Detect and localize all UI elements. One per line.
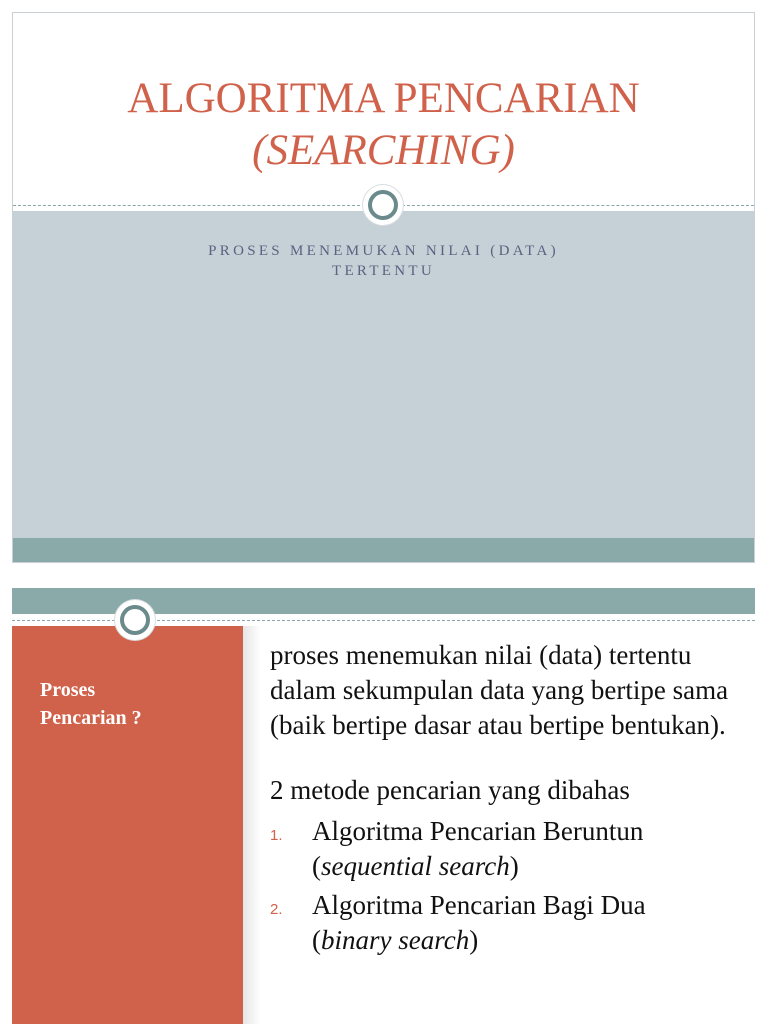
- slide-title-sub: (SEARCHING): [252, 127, 515, 174]
- list-item-text: Algoritma Pencarian Bagi Dua: [312, 890, 646, 920]
- section-label-line-1: Proses: [40, 679, 96, 701]
- subtitle-area: [13, 211, 754, 538]
- list-number: 1.: [270, 827, 283, 844]
- bottom-band: [13, 538, 754, 563]
- methods-heading: 2 metode pencarian yang dibahas: [270, 775, 630, 805]
- slide-subtitle: [13, 241, 754, 281]
- content-body: [270, 638, 740, 962]
- title-area: [13, 13, 754, 207]
- list-number: 2.: [270, 901, 283, 918]
- list-item-paren-close: ): [509, 851, 519, 881]
- list-item-paren-open: (: [312, 925, 321, 955]
- section-label: [40, 676, 230, 732]
- panel-shadow: [243, 626, 261, 1024]
- circle-ring-icon: [363, 185, 403, 225]
- slide-content: [12, 588, 755, 1024]
- definition-paragraph: proses menemukan nilai (data) tertentu dalam sekumpulan data yang bertipe sama (baik bertipe dasar atau bertipe bentukan).: [270, 640, 729, 740]
- slide-title-main: ALGORITMA PENCARIAN: [127, 75, 640, 122]
- list-item-paren-close: ): [469, 925, 479, 955]
- subtitle-line-2: TERTENTU: [332, 263, 435, 279]
- circle-ring-icon: [115, 600, 155, 640]
- list-item-paren-open: (: [312, 851, 321, 881]
- slide-title: [12, 12, 755, 563]
- section-label-line-2: Pencarian ?: [40, 707, 142, 729]
- methods-list: [270, 814, 740, 958]
- list-item-emphasis: binary search: [321, 925, 470, 955]
- left-panel: [12, 626, 243, 1024]
- list-item-text: Algoritma Pencarian Beruntun: [312, 816, 644, 846]
- list-item-emphasis: sequential search: [321, 851, 510, 881]
- list-item: [270, 814, 740, 884]
- list-item: [270, 888, 740, 958]
- subtitle-line-1: PROSES MENEMUKAN NILAI (DATA): [208, 243, 559, 259]
